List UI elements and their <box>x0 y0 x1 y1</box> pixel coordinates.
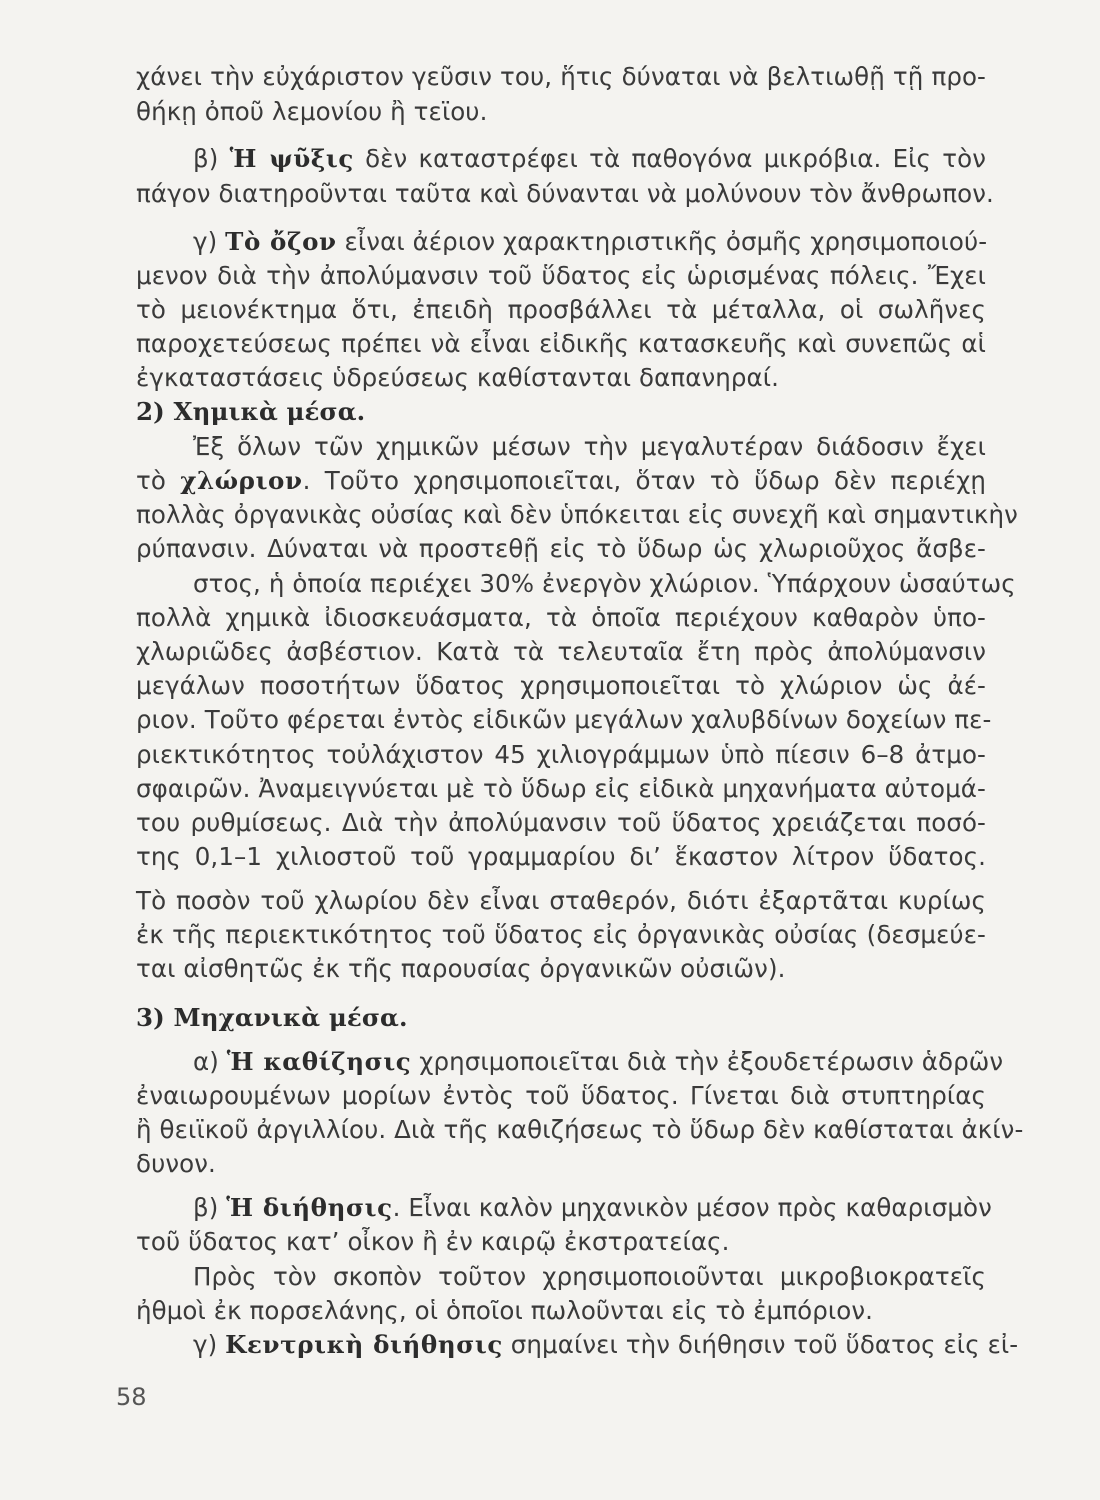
text-line <box>136 772 986 806</box>
text-run: ἐγκαταστάσεις ὑδρεύσεως καθίστανται δαπανηραί. <box>136 363 780 392</box>
text-line <box>193 1328 1019 1362</box>
text-run: ἐκ τῆς περιεκτικότητος τοῦ ὕδατος εἰς ὀργανικὰς οὐσίας (δεσμεύε- <box>136 920 986 949</box>
text-run: ἢ θειϊκοῦ ἀργιλλίου. Διὰ τῆς καθιζήσεως τὸ ὕδωρ δὲν καθίσταται ἀκίν- <box>136 1115 1024 1144</box>
bold-term: Ἡ ψῦξις <box>229 144 354 173</box>
text-run: παροχετεύσεως πρέπει νὰ εἶναι εἰδικῆς κατασκευῆς καὶ συνεπῶς αἱ <box>136 329 986 358</box>
text-line <box>136 884 986 918</box>
page-number: 58 <box>116 1383 147 1411</box>
text-line <box>136 395 986 429</box>
text-run: χλωριῶδες ἀσβέστιον. Κατὰ τὰ τελευταῖα ἔτη πρὸς ἀπολύμανσιν <box>136 637 986 666</box>
text-run: πολλὰς ὀργανικὰς οὐσίας καὶ δὲν ὑπόκειται εἰς συνεχῆ καὶ σημαντικὴν <box>136 500 1018 529</box>
section-heading: 3) Μηχανικὰ μέσα. <box>136 1003 408 1032</box>
text-line <box>136 635 986 669</box>
text-run: μενον διὰ τὴν ἀπολύμανσιν τοῦ ὕδατος εἰς ὡρισμένας πόλεις. Ἔχει <box>136 261 986 290</box>
text-run: χρησιμοποιεῖται διὰ τὴν ἐξουδετέρωσιν ἁδρῶν <box>411 1047 1004 1076</box>
text-line <box>193 430 986 464</box>
text-run: πολλὰ χημικὰ ἰδιοσκευάσματα, τὰ ὁποῖα περιέχουν καθαρὸν ὑπο- <box>136 603 986 632</box>
text-line <box>136 95 986 129</box>
text-run: μεγάλων ποσοτήτων ὕδατος χρησιμοποιεῖται τὸ χλώριον ὡς ἀέ- <box>136 671 986 700</box>
text-line <box>193 142 986 176</box>
text-line <box>136 259 986 293</box>
text-run: γ) <box>193 1330 226 1359</box>
text-run: της 0,1–1 χιλιοστοῦ τοῦ γραμμαρίου δι’ ἕκαστον λίτρον ὕδατος. <box>136 842 986 871</box>
text-run: ριεκτικότητος τοὐλάχιστον 45 χιλιογράμμων ὑπὸ πίεσιν 6–8 ἀτμο- <box>136 740 986 769</box>
text-line <box>136 703 992 737</box>
text-line <box>193 225 986 259</box>
text-run: χάνει τὴν εὐχάριστον γεῦσιν του, ἥτις δύναται νὰ βελτιωθῇ τῇ προ- <box>136 62 986 91</box>
text-line <box>136 1079 986 1113</box>
text-line <box>136 1147 986 1181</box>
text-run: . Τοῦτο χρησιμοποιεῖται, ὅταν τὸ ὕδωρ δὲν περιέχῃ <box>302 466 987 495</box>
text-run: πάγον διατηροῦνται ταῦτα καὶ δύνανται νὰ μολύνουν τὸν ἄνθρωπον. <box>136 179 994 208</box>
text-line <box>136 1001 986 1035</box>
text-line <box>136 177 994 211</box>
text-line <box>136 532 986 566</box>
text-line <box>136 1225 986 1259</box>
text-run: ται αἰσθητῶς ἐκ τῆς παρουσίας ὀργανικῶν οὐσιῶν). <box>136 954 786 983</box>
text-run: ἐναιωρουμένων μορίων ἐντὸς τοῦ ὕδατος. Γίνεται διὰ στυπτηρίας <box>136 1081 986 1110</box>
section-heading: 2) Χημικὰ μέσα. <box>136 397 366 426</box>
bold-term: Ἡ διήθησις <box>226 1193 393 1222</box>
text-run: Ἐξ ὅλων τῶν χημικῶν μέσων τὴν μεγαλυτέραν διάδοσιν ἔχει <box>193 432 986 461</box>
text-line <box>136 806 986 840</box>
text-run: β) <box>193 144 230 173</box>
text-line <box>136 952 986 986</box>
text-line <box>193 1045 1004 1079</box>
text-line <box>193 1260 986 1294</box>
text-run: θήκῃ ὀποῦ λεμονίου ἢ τεϊου. <box>136 97 488 126</box>
text-run: στος, ἡ ὁποία περιέχει 30% ἐνεργὸν χλώριον. Ὑπάρχουν ὡσαύτως <box>193 569 1016 598</box>
text-line <box>136 1294 986 1328</box>
bold-term: Ἡ καθίζησις <box>226 1047 412 1076</box>
text-run: δυνον. <box>136 1149 216 1178</box>
text-run: . Εἶναι καλὸν μηχανικὸν μέσον πρὸς καθαρισμὸν <box>392 1193 992 1222</box>
text-run: ἠθμοὶ ἐκ πορσελάνης, οἱ ὁποῖοι πωλοῦνται εἰς τὸ ἐμπόριον. <box>136 1296 874 1325</box>
text-run: σφαιρῶν. Ἀναμειγνύεται μὲ τὸ ὕδωρ εἰς εἰδικὰ μηχανήματα αὐτομά- <box>136 774 986 803</box>
text-line <box>193 567 1016 601</box>
text-line <box>136 918 986 952</box>
bold-term: χλώριον <box>180 466 303 495</box>
text-line <box>136 60 986 94</box>
text-run: εἶναι ἀέριον χαρακτηριστικῆς ὀσμῆς χρησιμοποιού- <box>336 227 988 256</box>
text-line <box>136 464 986 498</box>
text-line <box>136 840 986 874</box>
text-line <box>136 498 1018 532</box>
text-line <box>136 361 986 395</box>
text-line <box>136 327 986 361</box>
text-run: σημαίνει τὴν διήθησιν τοῦ ὕδατος εἰς εἰ- <box>502 1330 1019 1359</box>
text-run: α) <box>193 1047 227 1076</box>
text-run: β) <box>193 1193 227 1222</box>
text-line <box>136 293 986 327</box>
text-run: τοῦ ὕδατος κατ’ οἶκον ἢ ἐν καιρῷ ἐκστρατείας. <box>136 1227 730 1256</box>
text-run: του ρυθμίσεως. Διὰ τὴν ἀπολύμανσιν τοῦ ὕδατος χρειάζεται ποσό- <box>136 808 986 837</box>
text-run: ριον. Τοῦτο φέρεται ἐντὸς εἰδικῶν μεγάλων χαλυβδίνων δοχείων πε- <box>136 705 992 734</box>
text-run: δὲν καταστρέφει τὰ παθογόνα μικρόβια. Εἰς τὸν <box>353 144 986 173</box>
text-run: τὸ <box>136 466 181 495</box>
text-line <box>136 1113 1024 1147</box>
text-run: τὸ μειονέκτημα ὅτι, ἐπειδὴ προσβάλλει τὰ μέταλλα, οἱ σωλῆνες <box>136 295 986 324</box>
text-run: Πρὸς τὸν σκοπὸν τοῦτον χρησιμοποιοῦνται μικροβιοκρατεῖς <box>193 1262 986 1291</box>
text-line <box>136 738 986 772</box>
bold-term: Τὸ ὄζον <box>225 227 337 256</box>
bold-term: Κεντρικὴ διήθησις <box>225 1330 503 1359</box>
text-line <box>136 601 986 635</box>
text-line <box>193 1191 992 1225</box>
text-line <box>136 669 986 703</box>
text-run: ρύπανσιν. Δύναται νὰ προστεθῇ εἰς τὸ ὕδωρ ὡς χλωριοῦχος ἄσβε- <box>136 534 986 563</box>
text-run: γ) <box>193 227 226 256</box>
text-run: Τὸ ποσὸν τοῦ χλωρίου δὲν εἶναι σταθερόν, διότι ἐξαρτᾶται κυρίως <box>136 886 986 915</box>
